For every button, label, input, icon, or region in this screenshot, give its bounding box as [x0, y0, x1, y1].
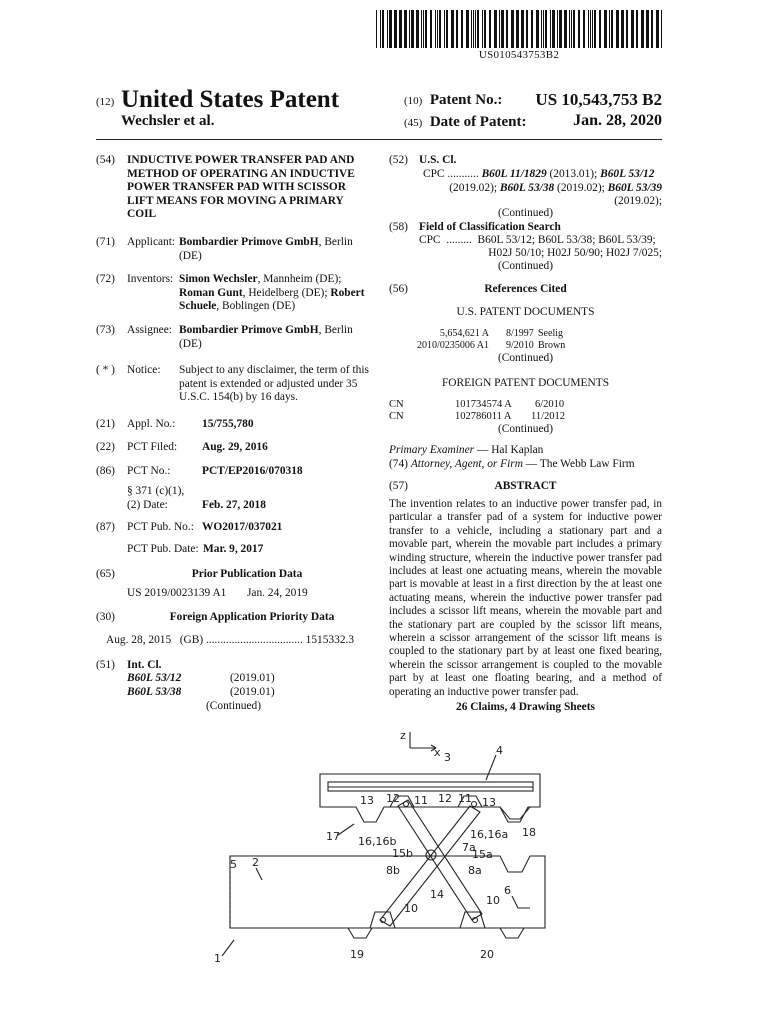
label-8a: 8a — [468, 864, 482, 877]
int-cl-continued: (Continued) — [206, 700, 262, 712]
notice-label: Notice: — [127, 364, 161, 376]
cpc-version: (2013.01); — [546, 168, 601, 180]
cpc-version: (2019.02); — [614, 195, 662, 208]
inid-code-12: (12) — [96, 96, 115, 108]
ref-number: 5,654,621 A — [439, 328, 489, 339]
foreign-references-table — [389, 399, 662, 423]
leader-17 — [338, 824, 354, 835]
barcode-bar — [484, 10, 486, 48]
label-15b: 15b — [392, 847, 413, 860]
barcode-bar — [382, 10, 384, 48]
us-references-table — [389, 328, 662, 352]
barcode-bar — [430, 10, 432, 48]
barcode-bar — [376, 10, 377, 48]
inid-code-52: (52) — [389, 154, 408, 166]
inid-code-87: (87) — [96, 521, 115, 533]
inid-code-57: (57) — [389, 480, 408, 492]
appl-no: 15/755,780 — [202, 418, 254, 430]
barcode-bar — [578, 10, 580, 48]
barcode-bar — [656, 10, 659, 48]
applicant — [179, 236, 379, 263]
label-16-16b: 16,16b — [358, 835, 397, 848]
barcode-bar — [588, 10, 589, 48]
inid-code-54: (54) — [96, 154, 115, 166]
pct-filed-label: PCT Filed: — [127, 441, 178, 453]
abstract-heading: ABSTRACT — [494, 480, 557, 492]
pct-filed: Aug. 29, 2016 — [202, 441, 268, 453]
cpc-class: B60L 53/39 — [607, 181, 662, 194]
barcode-bar — [416, 10, 419, 48]
leader-1 — [222, 940, 234, 956]
title-line: INDUCTIVE POWER TRANSFER PAD AND — [127, 154, 355, 166]
barcode-bar — [387, 10, 388, 48]
ref-name: Seelig — [538, 328, 563, 339]
pocket-6 — [512, 896, 530, 908]
barcode-bar — [651, 10, 653, 48]
examiner-label: Primary Examiner — [389, 444, 475, 456]
cpc-version: (2019.02); — [449, 181, 500, 194]
barcode-bar — [661, 10, 662, 48]
references-heading: References Cited — [484, 283, 567, 295]
inventor-name: Roman Gunt — [179, 286, 243, 299]
cpc-prefix: CPC ........... — [423, 168, 482, 180]
invention-title — [127, 154, 377, 222]
ref-number: 2010/0235006 A1 — [417, 340, 489, 351]
barcode-bar — [404, 10, 407, 48]
us-cl-continued: (Continued) — [497, 207, 554, 219]
int-cl-class: B60L 53/12 — [127, 672, 182, 684]
inventor-location: , Boblingen (DE) — [216, 300, 296, 313]
barcode-bar — [559, 10, 562, 48]
field-search-line: H02J 50/10; H02J 50/90; H02J 7/025; — [488, 247, 662, 259]
int-cl-heading: Int. Cl. — [127, 659, 162, 671]
label-2: 2 — [252, 856, 259, 869]
barcode-bar — [409, 10, 410, 48]
barcode-bar — [531, 10, 533, 48]
foot-20 — [500, 928, 524, 938]
barcode-bar — [611, 10, 613, 48]
notice-line: U.S.C. 154(b) by 16 days. — [179, 391, 298, 404]
pct-pub-no-label: PCT Pub. No.: — [127, 521, 194, 533]
inid-code-56: (56) — [389, 283, 408, 295]
barcode-bar — [557, 10, 558, 48]
patent-number-label: Patent No.: — [429, 92, 503, 108]
field-search-continued: (Continued) — [497, 260, 554, 272]
title-line: LIFT MEANS FOR MOVING A PRIMARY — [127, 194, 344, 207]
foreign-patent-documents-heading: FOREIGN PATENT DOCUMENTS — [441, 377, 610, 389]
barcode-bar — [461, 10, 463, 48]
barcode-bar — [526, 10, 528, 48]
label-10: 10 — [404, 902, 418, 915]
pct-no: PCT/EP2016/070318 — [202, 465, 303, 477]
barcode-bar — [511, 10, 514, 48]
ref-number: 101734574 A — [455, 399, 512, 410]
barcode-bar — [477, 10, 479, 48]
notice-text — [179, 364, 379, 405]
table-row — [389, 399, 662, 411]
ref-date: 11/2012 — [531, 411, 566, 422]
barcode-bar — [571, 10, 572, 48]
foreign-priority-line: Aug. 28, 2015 (GB) .................................. 1515332.3 — [106, 634, 355, 646]
us-cl-cpc — [419, 168, 662, 209]
inventor-name: Simon Wechsler — [179, 273, 258, 285]
label-6: 6 — [504, 884, 511, 897]
title-line: POWER TRANSFER PAD WITH SCISSOR — [127, 181, 346, 194]
examiner-name: — Hal Kaplan — [474, 444, 544, 456]
barcode-bar — [437, 10, 438, 48]
inventor-location: , Heidelberg (DE); — [242, 286, 331, 299]
assignee — [179, 324, 379, 351]
date-of-patent-label: Date of Patent: — [429, 114, 527, 130]
cpc-class: B60L 11/1829 — [481, 168, 547, 180]
barcode-bar — [573, 10, 575, 48]
notice-line: patent is extended or adjusted under 35 — [179, 377, 358, 390]
label-7a: 7a — [462, 841, 476, 854]
applicant-country: (DE) — [179, 249, 202, 262]
barcode-bar — [569, 10, 570, 48]
ref-number: 102786011 A — [455, 411, 512, 422]
inventors — [179, 273, 379, 314]
inventors-label: Inventors: — [127, 273, 174, 285]
inid-code-72: (72) — [96, 273, 115, 285]
table-row — [389, 411, 662, 423]
barcode-bar — [444, 10, 445, 48]
patent-number-row — [404, 92, 502, 109]
label-13: 13 — [482, 796, 496, 809]
label-12: 12 — [438, 792, 452, 805]
label-5: 5 — [230, 858, 237, 871]
inid-code-51: (51) — [96, 659, 115, 671]
label-18: 18 — [522, 826, 536, 839]
barcode-bar — [621, 10, 624, 48]
applicant-location: , Berlin — [318, 236, 353, 248]
barcode-bar — [536, 10, 539, 48]
barcode-bar — [583, 10, 585, 48]
barcode-bar — [435, 10, 436, 48]
barcode-bar — [499, 10, 500, 48]
barcode-bar — [494, 10, 497, 48]
authors: Wechsler et al. — [121, 113, 215, 129]
barcode-bar — [594, 10, 596, 48]
foreign-references-continued: (Continued) — [497, 423, 554, 435]
label-3: 3 — [444, 751, 451, 764]
ref-name: Brown — [538, 340, 566, 351]
assignee-name: Bombardier Primove GmbH — [179, 324, 319, 336]
document-type-title: United States Patent — [121, 86, 340, 113]
label-17: 17 — [326, 830, 340, 843]
barcode-bar — [471, 10, 472, 48]
barcode-bar — [609, 10, 610, 48]
table-row — [389, 328, 662, 340]
assignee-country: (DE) — [179, 337, 202, 350]
label-20: 20 — [480, 948, 494, 961]
barcode-bar — [473, 10, 474, 48]
label-1: 1 — [214, 952, 221, 965]
inventor-location: , Mannheim (DE); — [257, 273, 342, 285]
claims-summary: 26 Claims, 4 Drawing Sheets — [456, 701, 595, 713]
barcode-bar — [456, 10, 458, 48]
appl-no-label: Appl. No.: — [127, 418, 176, 430]
barcode-bar — [411, 10, 414, 48]
ref-country: CN — [389, 399, 404, 410]
us-cl-heading: U.S. Cl. — [419, 154, 457, 166]
applicant-label: Applicant: — [127, 236, 176, 248]
ref-date: 6/2010 — [535, 399, 565, 410]
leader-2 — [256, 868, 262, 880]
leader-4 — [486, 755, 496, 780]
label-11: 11 — [458, 792, 472, 805]
section-371-date: Feb. 27, 2018 — [202, 499, 266, 511]
barcode-bar — [425, 10, 427, 48]
inventor-name: Robert — [330, 286, 365, 299]
prior-publication-date: Jan. 24, 2019 — [247, 587, 308, 599]
label-16-16a: 16,16a — [470, 828, 509, 841]
barcode-bar — [439, 10, 441, 48]
barcode-bar — [616, 10, 619, 48]
date-of-patent-row — [404, 114, 526, 131]
section-371-date-label: (2) Date: — [127, 499, 168, 511]
floating-bearing — [472, 802, 477, 807]
barcode-bar — [646, 10, 649, 48]
inventor-name: Schuele — [179, 300, 217, 313]
pct-pub-date: Mar. 9, 2017 — [203, 543, 264, 555]
label-13: 13 — [360, 794, 374, 807]
attorney-name: — The Webb Law Firm — [522, 458, 635, 470]
attorney-label: Attorney, Agent, or Firm — [410, 458, 523, 470]
pct-pub-date-label: PCT Pub. Date: — [127, 543, 199, 555]
inid-code-10: (10) — [404, 95, 423, 107]
field-search-heading: Field of Classification Search — [419, 221, 561, 233]
barcode-bar — [592, 10, 593, 48]
field-search-line: CPC ......... B60L 53/12; B60L 53/38; B60L 53/39; — [419, 234, 656, 246]
foot-19 — [348, 928, 372, 938]
label-11: 11 — [414, 794, 428, 807]
barcode-bar — [641, 10, 644, 48]
ref-date: 9/2010 — [506, 340, 534, 351]
label-x: x — [434, 746, 441, 759]
cpc-class: B60L 53/38 — [499, 181, 555, 194]
barcode-bar — [423, 10, 424, 48]
int-cl-version: (2019.01) — [230, 686, 275, 698]
label-z: z — [400, 729, 406, 742]
us-patent-documents-heading: U.S. PATENT DOCUMENTS — [456, 306, 595, 318]
barcode — [376, 10, 662, 48]
cpc-version: (2019.02); — [554, 181, 608, 194]
barcode-bar — [543, 10, 544, 48]
assignee-location: , Berlin — [318, 324, 353, 336]
barcode-bar — [541, 10, 542, 48]
barcode-bar — [631, 10, 634, 48]
inid-code-21: (21) — [96, 418, 115, 430]
barcode-bar — [451, 10, 454, 48]
barcode-bar — [446, 10, 448, 48]
floating-bearing — [404, 802, 409, 807]
inid-code-71: (71) — [96, 236, 115, 248]
cpc-class: B60L 53/12 — [600, 168, 655, 180]
barcode-bar — [550, 10, 551, 48]
patent-number: US 10,543,753 B2 — [535, 90, 662, 109]
barcode-bar — [626, 10, 628, 48]
barcode-bar — [636, 10, 638, 48]
notice-line: Subject to any disclaimer, the term of this — [179, 364, 369, 376]
barcode-number: US010543753B2 — [478, 49, 560, 61]
prior-publication-heading: Prior Publication Data — [191, 568, 303, 580]
applicant-name: Bombardier Primove GmbH — [179, 236, 319, 248]
int-cl-class: B60L 53/38 — [127, 686, 182, 698]
attorney — [389, 458, 635, 472]
barcode-bar — [380, 10, 381, 48]
inid-code-45: (45) — [404, 117, 423, 129]
section-371: § 371 (c)(1), — [127, 485, 185, 497]
barcode-bar — [399, 10, 402, 48]
assignee-label: Assignee: — [127, 324, 172, 336]
barcode-bar — [389, 10, 392, 48]
barcode-bar — [552, 10, 555, 48]
notice-code: ( * ) — [96, 364, 115, 376]
prior-publication-number: US 2019/0023139 A1 — [127, 587, 227, 599]
lower-bracket-left — [370, 912, 395, 928]
label-14: 14 — [430, 888, 444, 901]
inid-code-22: (22) — [96, 441, 115, 453]
label-15a: 15a — [472, 848, 493, 861]
barcode-bar — [482, 10, 483, 48]
patent-drawing — [200, 724, 564, 970]
label-4: 4 — [496, 744, 503, 757]
int-cl-version: (2019.01) — [230, 672, 275, 684]
ref-date: 8/1997 — [506, 328, 534, 339]
barcode-bar — [475, 10, 476, 48]
barcode-bar — [506, 10, 508, 48]
barcode-bar — [421, 10, 422, 48]
pct-pub-no: WO2017/037021 — [202, 521, 283, 533]
inid-code-86: (86) — [96, 465, 115, 477]
title-line: METHOD OF OPERATING AN INDUCTIVE — [127, 167, 355, 180]
barcode-bar — [604, 10, 607, 48]
label-12: 12 — [386, 792, 400, 805]
primary-examiner — [389, 444, 543, 458]
barcode-bar — [466, 10, 469, 48]
barcode-bar — [394, 10, 397, 48]
date-of-patent: Jan. 28, 2020 — [573, 112, 662, 129]
label-8b: 8b — [386, 864, 400, 877]
barcode-bar — [564, 10, 567, 48]
table-row — [389, 340, 662, 352]
barcode-bar — [501, 10, 504, 48]
barcode-bar — [489, 10, 491, 48]
label-19: 19 — [350, 948, 364, 961]
inid-code-58: (58) — [389, 221, 408, 233]
title-line: COIL — [127, 208, 157, 221]
foreign-priority-heading: Foreign Application Priority Data — [169, 611, 335, 623]
pct-no-label: PCT No.: — [127, 465, 171, 477]
barcode-bar — [590, 10, 591, 48]
inid-code-30: (30) — [96, 611, 115, 623]
label-10: 10 — [486, 894, 500, 907]
inid-code-73: (73) — [96, 324, 115, 336]
abstract-text: The invention relates to an inductive power transfer pad, in particular a transfer pad of a system for inductive power transfer to a vehicle, including a stationary part and a movable part, wherein the movable part includes a primary winding structure, wherein the inductive power transfer pad includes at least one actuating means, wherein the movable part is movable at least in a first direction by the at least one actuating means, wherein the inductive power transfer pad includes a scissor lift means, wherein the movable part and the stationary part are coupled by the scissor lift means, wherein a scissor arrangement of the scissor lift means is coupled to the stationary part by at least one fixed bearing, wherein the scissor arrangement is coupled to the movable part by at least one floating bearing, and a method of operating an inductive power transfer pad. — [389, 498, 662, 698]
barcode-bar — [521, 10, 524, 48]
barcode-bar — [545, 10, 547, 48]
inid-code-65: (65) — [96, 568, 115, 580]
barcode-bar — [516, 10, 519, 48]
header-rule — [96, 139, 662, 140]
inid-code-74: (74) — [389, 458, 408, 470]
guide-18 — [500, 807, 530, 819]
ref-country: CN — [389, 411, 404, 422]
us-references-continued: (Continued) — [497, 352, 554, 364]
barcode-bar — [599, 10, 601, 48]
